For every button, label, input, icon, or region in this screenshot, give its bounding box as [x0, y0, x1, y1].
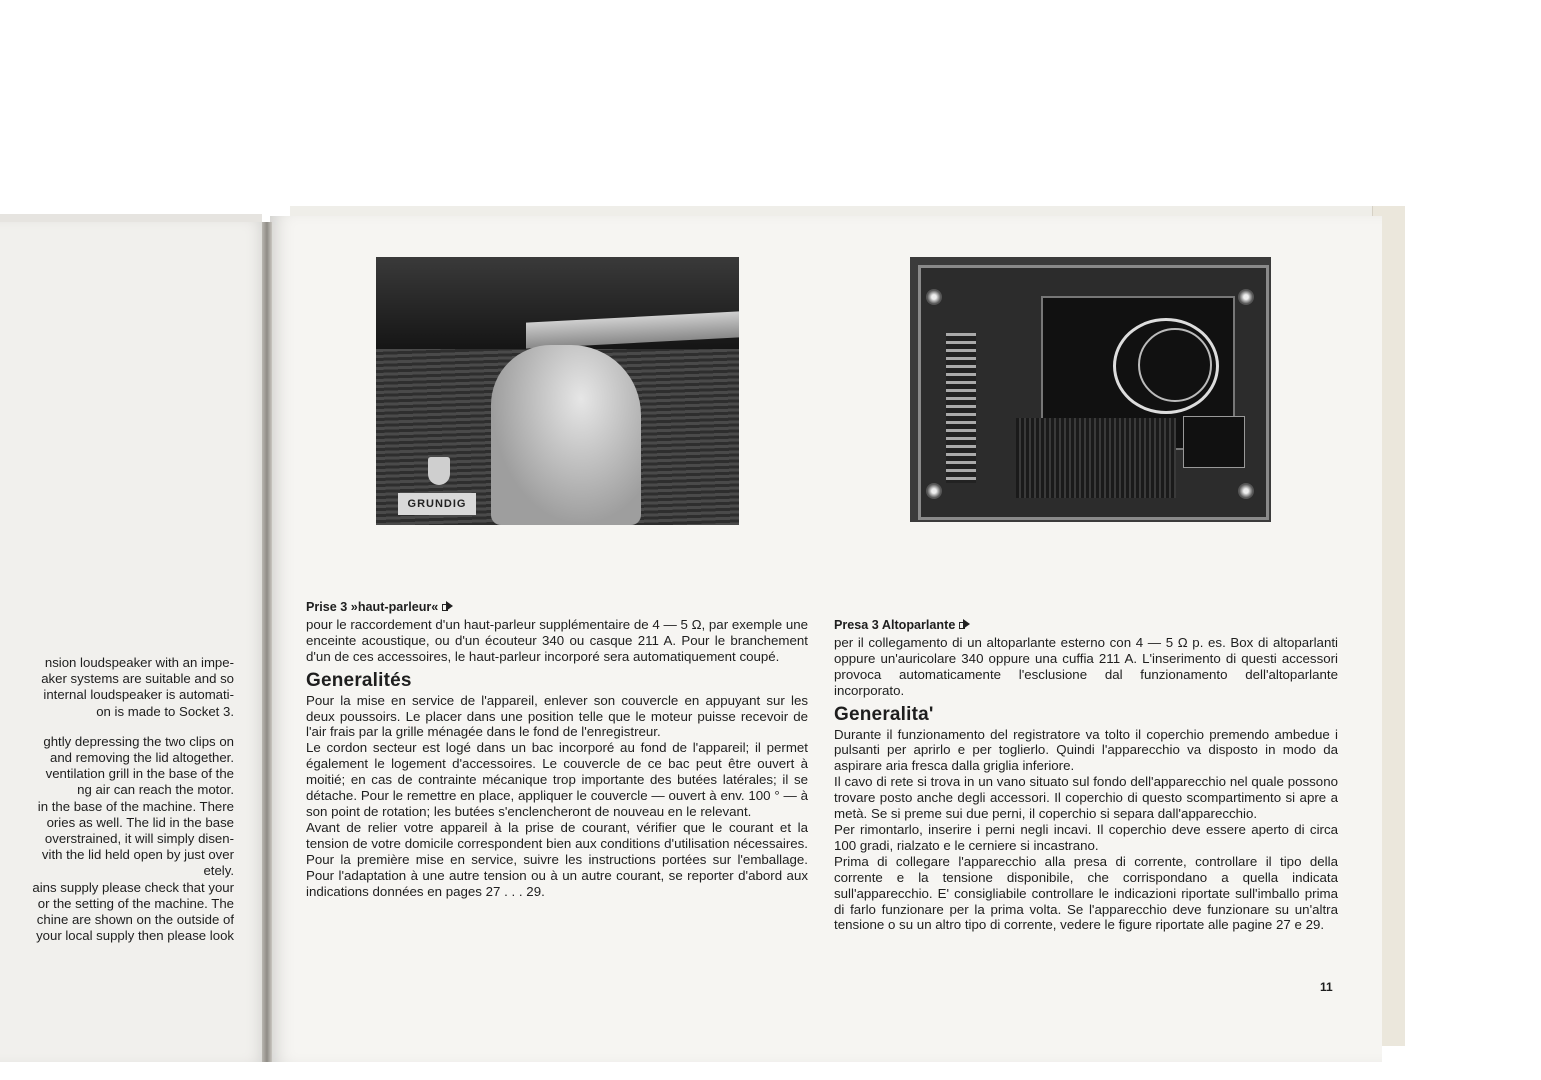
- screw-icon: [926, 289, 942, 305]
- text-line: ains supply please check that your: [32, 879, 234, 895]
- socket-heading-fr: [306, 600, 808, 616]
- left-page-text: [0, 655, 234, 944]
- text-line: ories as well. The lid in the base: [46, 814, 234, 830]
- socket-heading-text: Presa 3 Altoparlante: [834, 618, 956, 632]
- text-line: your local supply then please look: [36, 928, 234, 944]
- paragraph-it-2: Il cavo di rete si trova in un vano situato sul fondo dell'apparecchio nel quale possono trovare posto anche degli accessori. Il coperchio di questo scompartimento si apre a metà. Se si preme sui due perni, il coperchio si separa dall'apparecchio.: [834, 774, 1338, 822]
- text-line: etely.: [203, 863, 234, 879]
- text-line: or the setting of the machine. The: [37, 895, 234, 911]
- text-line: overstrained, it will simply disen-: [44, 831, 234, 847]
- text-line: and removing the lid altogether.: [49, 750, 234, 766]
- text-line: in the base of the machine. There: [37, 798, 234, 814]
- french-column: [306, 600, 808, 899]
- text-line: on is made to Socket 3.: [96, 703, 234, 719]
- paragraph-fr-2: Le cordon secteur est logé dans un bac incorporé au fond de l'appareil; il permet également le logement d'accessoires. Le couvercle de ce bac peut être ouvert à moitié; en cas de contrainte mécanique trop importante des butées latérales; il se détache. Pour le remettre en place, appliquer le couvercle — ouvert à env. 100 ° — à son point de rotation; les butées s'enclencheront de nouveau en le relevant.: [306, 740, 808, 819]
- crest-icon: [428, 457, 450, 485]
- page-number: 11: [1320, 980, 1333, 994]
- paragraph-it-4: Prima di collegare l'apparecchio alla presa di corrente, controllare il tipo della corrente e la tensione disponibile, che corrispondano a quella indicata sull'apparecchio. E' consigliabile controllare le indicazioni riportate sull'imballo prima di farlo funzionare per la prima volta. Se l'apparecchio deve funzionare su un'altra tensione o su un altro tipo di corrente, vedere le figure riportate alle pagine 27 e 29.: [834, 853, 1338, 933]
- photo-grill: [1016, 418, 1176, 498]
- paragraph-it-3: Per rimontarlo, inserire i perni negli incavi. Il coperchio deve essere aperto di circa 100 gradi, rialzato e le cerniere si incastrano.: [834, 821, 1338, 853]
- text-line: internal loudspeaker is automati-: [43, 687, 234, 703]
- text-line: ghtly depressing the two clips on: [43, 733, 234, 749]
- text-line: chine are shown on the outside of: [36, 912, 234, 928]
- paragraph-fr-3: Avant de relier votre appareil à la prise de courant, vérifier que le courant et la tension de votre domicile correspondent bien aux conditions d'utilisation nécessaires. Pour la première mise en service, suivre les instructions portées sur l'emballage. Pour l'adaptation à une autre tension ou à un autre courant, se reporter d'abord aux indications données en pages 27 . . . 29.: [306, 819, 808, 899]
- photo-base-compartment: [910, 257, 1271, 522]
- socket-description-fr: pour le raccordement d'un haut-parleur supplémentaire de 4 — 5 Ω, par exemple une enceinte acoustique, ou d'un écouteur 340 ou casque 211 A. Pour le branchement d'un de ces accessoires, le haut-parleur incorporé sera automatiquement coupé.: [306, 616, 808, 664]
- italian-column: [834, 618, 1338, 933]
- paragraph-gap: [0, 720, 234, 734]
- socket-heading-it: [834, 618, 1338, 634]
- photo-lid-removal: [376, 257, 739, 525]
- section-title-it: Generalita': [834, 703, 934, 725]
- text-line: ventilation grill in the base of the: [45, 766, 234, 782]
- paragraph-fr-1: Pour la mise en service de l'appareil, enlever son couvercle en appuyant sur les deux poussoirs. Le placer dans une position telle que le moteur puisse recevoir de l'air frais par la grille ménagée dans le fond de l'enregistreur.: [306, 692, 808, 740]
- paragraph-it-1: Durante il funzionamento del registratore va tolto il coperchio premendo ambedue i pulsanti per aprirlo e per toglierlo. Quindi l'apparecchio va disposto in modo da aspirare aria fresca dalla griglia inferiore.: [834, 726, 1338, 774]
- text-line: nsion loudspeaker with an impe-: [44, 655, 234, 670]
- speaker-icon: [959, 619, 971, 630]
- photo-base-frame: [918, 265, 1269, 520]
- section-title-fr: Generalités: [306, 669, 412, 691]
- book-spine: [262, 222, 272, 1062]
- speaker-icon: [442, 601, 454, 612]
- photo-label-plate: [1183, 416, 1245, 468]
- text-line: aker systems are suitable and so: [41, 671, 234, 687]
- socket-heading-text: Prise 3 »haut-parleur«: [306, 600, 439, 614]
- brand-logo: GRUNDIG: [398, 493, 476, 515]
- photo-vent: [946, 333, 976, 483]
- screw-icon: [1238, 483, 1254, 499]
- text-line: ng air can reach the motor.: [77, 782, 234, 798]
- photo-cable-coil-inner: [1138, 328, 1212, 402]
- photo-hand: [491, 345, 641, 525]
- socket-description-it: per il collegamento di un altoparlante esterno con 4 — 5 Ω p. es. Box di altoparlanti oppure un'auricolare 340 oppure una cuffia 211 A. L'inserimento di questi accessori provoca automaticamente l'esclusione dal funzionamento dell'altoparlante incorporato.: [834, 634, 1338, 698]
- screw-icon: [1238, 289, 1254, 305]
- screw-icon: [926, 483, 942, 499]
- text-line: vith the lid held open by just over: [41, 847, 234, 863]
